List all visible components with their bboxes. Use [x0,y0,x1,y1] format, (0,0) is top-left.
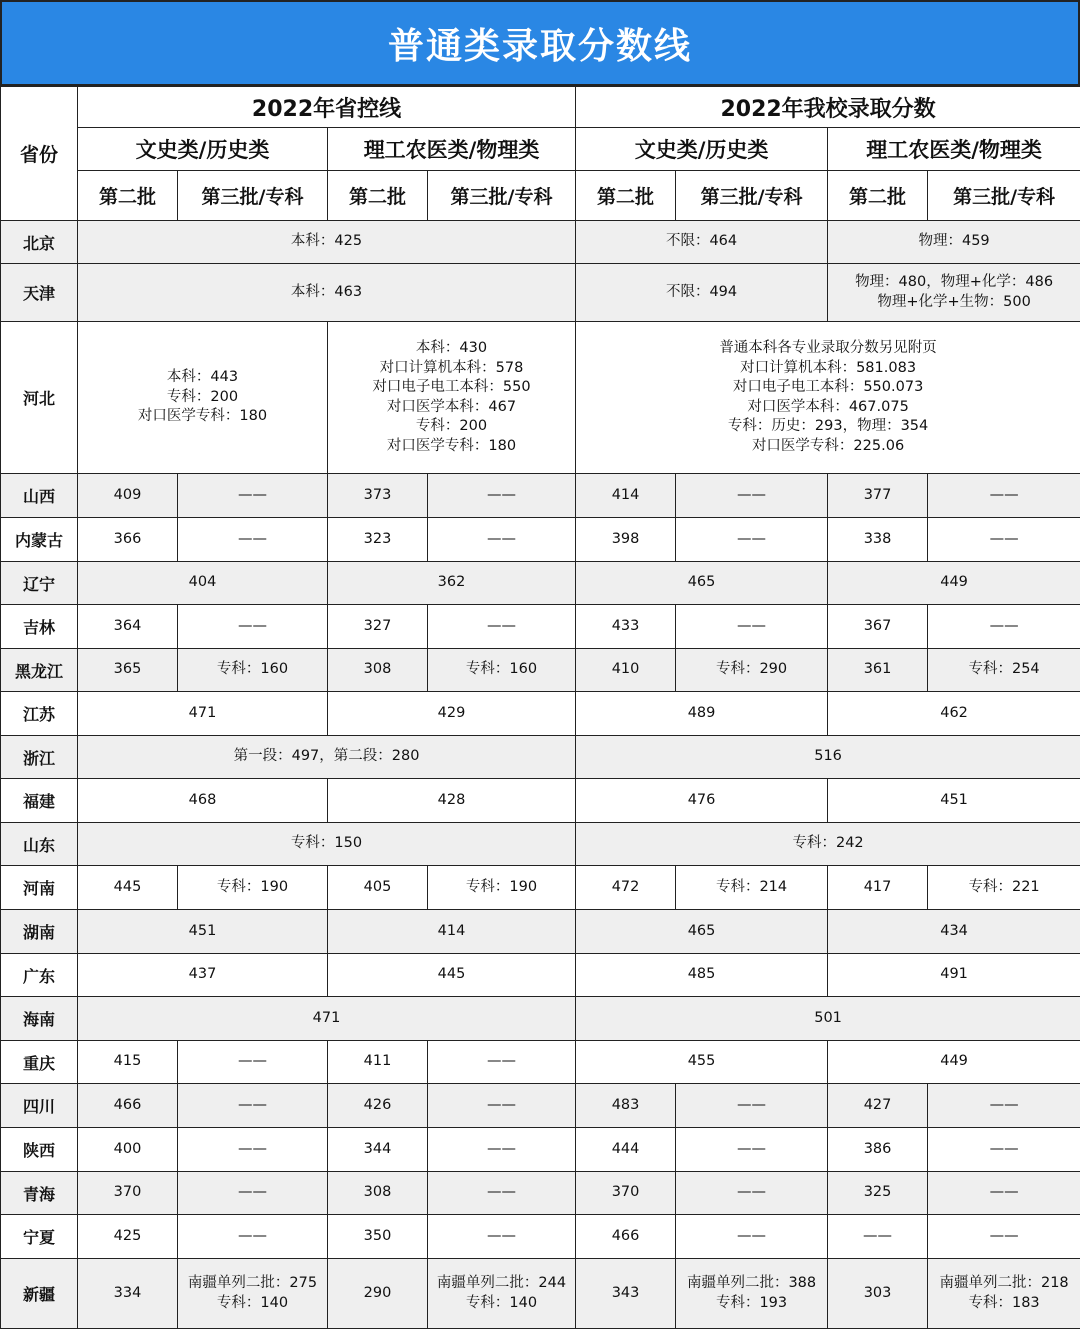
score-cell: —— [928,474,1080,518]
score-cell: 370 [78,1172,178,1215]
province-cell: 河南 [1,866,78,910]
score-cell: 426 [328,1084,428,1128]
province-cell: 河北 [1,322,78,474]
score-cell: 400 [78,1128,178,1172]
score-cell: 362 [328,562,576,605]
score-cell: 471 [78,997,576,1041]
score-cell: 428 [328,779,576,823]
score-cell: 409 [78,474,178,518]
score-cell: —— [928,605,1080,649]
table-row [1,1215,1080,1259]
table-row [1,910,1080,954]
table-row [1,823,1080,866]
score-cell: 451 [78,910,328,954]
score-cell: —— [178,605,328,649]
score-cell: —— [928,518,1080,562]
score-cell: 433 [576,605,676,649]
score-cell: 449 [828,562,1080,605]
table-row [1,866,1080,910]
score-cell: 410 [576,649,676,692]
score-cell: 425 [78,1215,178,1259]
score-cell: 本科：430 对口计算机本科：578 对口电子电工本科：550 对口医学本科：467 专科：200 对口医学专科：180 [328,322,576,474]
province-cell: 天津 [1,264,78,322]
score-cell: 489 [576,692,828,736]
score-cell: 462 [828,692,1080,736]
header-cat-arts: 文史类/历史类 [78,128,328,171]
province-cell: 江苏 [1,692,78,736]
score-cell: 476 [576,779,828,823]
score-cell: —— [676,605,828,649]
score-cell: 338 [828,518,928,562]
table-row [1,1259,1080,1329]
province-cell: 浙江 [1,736,78,779]
score-cell: 南疆单列二批：244 专科：140 [428,1259,576,1329]
table-row [1,605,1080,649]
score-cell: 344 [328,1128,428,1172]
province-cell: 青海 [1,1172,78,1215]
province-cell: 广东 [1,954,78,997]
score-cell: —— [928,1084,1080,1128]
score-cell: —— [178,1084,328,1128]
page-title: 普通类录取分数线 [387,25,692,67]
score-cell: 398 [576,518,676,562]
score-cell: 491 [828,954,1080,997]
score-cell: 325 [828,1172,928,1215]
table-row [1,518,1080,562]
score-cell: 专科：221 [928,866,1080,910]
score-cell: —— [928,1172,1080,1215]
score-cell: 367 [828,605,928,649]
province-cell: 山东 [1,823,78,866]
table-row [1,649,1080,692]
header-cat-sci: 理工农医类/物理类 [828,128,1080,171]
table-row [1,264,1080,322]
province-cell: 新疆 [1,1259,78,1329]
score-cell: 445 [328,954,576,997]
score-cell: 303 [828,1259,928,1329]
header-batch3: 第三批/专科 [928,171,1080,221]
table-row [1,1172,1080,1215]
score-cell: 445 [78,866,178,910]
score-cell: —— [928,1128,1080,1172]
score-cell: 451 [828,779,1080,823]
score-cell: 专科：150 [78,823,576,866]
score-cell: 449 [828,1041,1080,1084]
table-row [1,736,1080,779]
score-cell: 南疆单列二批：275 专科：140 [178,1259,328,1329]
score-cell: 308 [328,1172,428,1215]
score-cell: 普通本科各专业录取分数另见附页 对口计算机本科：581.083 对口电子电工本科：550.073 对口医学本科：467.075 专科：历史：293，物理：354 对口医学专科：225.06 [576,322,1080,474]
score-cell: 专科：190 [428,866,576,910]
table-row [1,692,1080,736]
score-cell: 466 [78,1084,178,1128]
score-cell: —— [676,1172,828,1215]
score-cell: 南疆单列二批：388 专科：193 [676,1259,828,1329]
province-cell: 海南 [1,997,78,1041]
score-cell: —— [428,1041,576,1084]
header-cat-sci: 理工农医类/物理类 [328,128,576,171]
score-cell: —— [178,1215,328,1259]
province-cell: 山西 [1,474,78,518]
table-row [1,1041,1080,1084]
province-cell: 福建 [1,779,78,823]
score-cell: —— [676,518,828,562]
score-cell: 本科：443 专科：200 对口医学专科：180 [78,322,328,474]
score-cell: —— [828,1215,928,1259]
header-cat-arts: 文史类/历史类 [576,128,828,171]
score-cell: 366 [78,518,178,562]
score-cell: 本科：463 [78,264,576,322]
score-cell: 414 [576,474,676,518]
score-cell: —— [428,1128,576,1172]
header-batch3: 第三批/专科 [428,171,576,221]
province-cell: 内蒙古 [1,518,78,562]
province-cell: 陕西 [1,1128,78,1172]
score-cell: —— [676,1084,828,1128]
province-cell: 黑龙江 [1,649,78,692]
score-cell: 501 [576,997,1080,1041]
score-cell: 物理：480，物理+化学：486 物理+化学+生物：500 [828,264,1080,322]
score-cell: 516 [576,736,1080,779]
score-cell: 343 [576,1259,676,1329]
score-cell: 350 [328,1215,428,1259]
table-row [1,779,1080,823]
province-cell: 北京 [1,221,78,264]
header-batch3: 第三批/专科 [676,171,828,221]
score-cell: 本科：425 [78,221,576,264]
header-group-control: 2022年省控线 [78,87,576,128]
score-cell: 364 [78,605,178,649]
score-cell: 468 [78,779,328,823]
score-cell: 405 [328,866,428,910]
score-cell: 444 [576,1128,676,1172]
table-body [1,221,1080,1329]
score-cell: —— [428,1172,576,1215]
score-cell: 472 [576,866,676,910]
score-cell: —— [428,1084,576,1128]
score-table [0,86,1080,1329]
score-cell: 290 [328,1259,428,1329]
score-cell: 第一段：497，第二段：280 [78,736,576,779]
page-title-banner [0,0,1080,86]
score-cell: 专科：214 [676,866,828,910]
score-cell: 370 [576,1172,676,1215]
table-row [1,1128,1080,1172]
score-cell: 386 [828,1128,928,1172]
score-cell: 404 [78,562,328,605]
score-cell: 物理：459 [828,221,1080,264]
score-cell: 377 [828,474,928,518]
score-cell: —— [178,1128,328,1172]
score-cell: 专科：160 [178,649,328,692]
score-cell: 308 [328,649,428,692]
score-cell: 专科：242 [576,823,1080,866]
score-cell: —— [428,605,576,649]
score-cell: 专科：254 [928,649,1080,692]
score-cell: 465 [576,910,828,954]
score-cell: 373 [328,474,428,518]
score-cell: —— [428,474,576,518]
score-cell: 411 [328,1041,428,1084]
score-cell: —— [428,518,576,562]
header-batch2: 第二批 [576,171,676,221]
score-cell: 455 [576,1041,828,1084]
score-cell: 327 [328,605,428,649]
province-cell: 辽宁 [1,562,78,605]
score-cell: 323 [328,518,428,562]
table-row [1,221,1080,264]
table-row [1,562,1080,605]
score-cell: 专科：190 [178,866,328,910]
score-cell: 334 [78,1259,178,1329]
score-cell: 不限：494 [576,264,828,322]
score-cell: 471 [78,692,328,736]
header-province: 省份 [1,87,78,221]
score-cell: 427 [828,1084,928,1128]
province-cell: 重庆 [1,1041,78,1084]
score-cell: —— [178,474,328,518]
score-cell: 415 [78,1041,178,1084]
header-batch2: 第二批 [78,171,178,221]
table-row [1,1084,1080,1128]
province-cell: 湖南 [1,910,78,954]
header-group-school: 2022年我校录取分数 [576,87,1080,128]
header-batch3: 第三批/专科 [178,171,328,221]
score-cell: —— [178,518,328,562]
score-cell: —— [178,1041,328,1084]
score-cell: 465 [576,562,828,605]
header-batch2: 第二批 [328,171,428,221]
table-row [1,954,1080,997]
province-cell: 吉林 [1,605,78,649]
table-row [1,997,1080,1041]
score-cell: —— [676,1128,828,1172]
province-cell: 四川 [1,1084,78,1128]
score-cell: 434 [828,910,1080,954]
score-cell: —— [676,474,828,518]
score-cell: 466 [576,1215,676,1259]
header-batch2: 第二批 [828,171,928,221]
score-cell: 361 [828,649,928,692]
score-cell: 南疆单列二批：218 专科：183 [928,1259,1080,1329]
province-cell: 宁夏 [1,1215,78,1259]
score-cell: —— [928,1215,1080,1259]
score-cell: 414 [328,910,576,954]
score-cell: 专科：160 [428,649,576,692]
score-cell: 417 [828,866,928,910]
score-cell: 专科：290 [676,649,828,692]
score-cell: 不限：464 [576,221,828,264]
score-cell: 429 [328,692,576,736]
score-cell: —— [178,1172,328,1215]
score-cell: 365 [78,649,178,692]
score-cell: 483 [576,1084,676,1128]
score-cell: 485 [576,954,828,997]
score-cell: —— [676,1215,828,1259]
score-cell: —— [428,1215,576,1259]
table-row [1,474,1080,518]
score-cell: 437 [78,954,328,997]
table-row [1,322,1080,474]
